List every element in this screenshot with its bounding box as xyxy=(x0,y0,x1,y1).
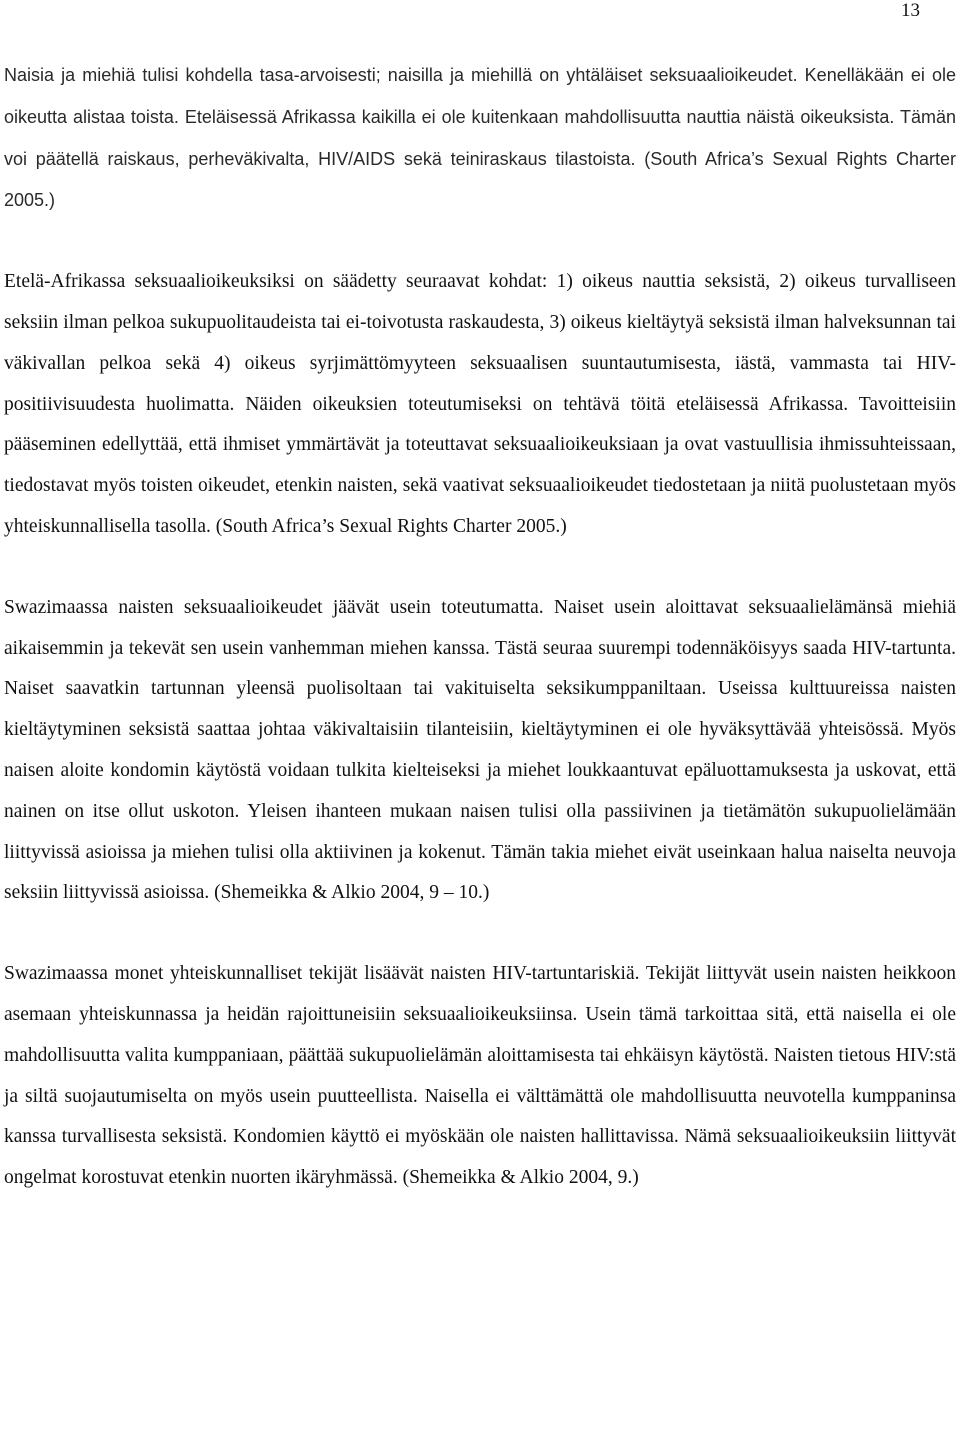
paragraph-1-citation: (South Africa’s Sexual Rights Charter 2005.) xyxy=(4,148,956,211)
paragraph-1 xyxy=(4,55,956,222)
page-number: 13 xyxy=(901,0,920,21)
paragraph-4: Swazimaassa monet yhteiskunnalliset tekijät lisäävät naisten HIV-tartuntariskiä. Tekijät liittyvät usein naisten heikkoon asemaan yhteiskunnassa ja heidän rajoittuneisiin seksuaalioikeuksiinsa. Usein tämä tarkoittaa sitä, että naisella ei ole mahdollisuutta valita kumppaniaan, päättää sukupuolielämän aloittamisesta tai ehkäisyn käytöstä. Naisten tietous HIV:stä ja siltä suojautumiselta on myös usein puutteellista. Naisella ei välttämättä ole mahdollisuutta neuvotella kumppaninsa kanssa turvallisesta seksistä. Kondomien käyttö ei myöskään ole naisten hallittavissa. Nämä seksuaalioikeuksiin liittyvät ongelmat korostuvat etenkin nuorten ikäryhmässä. (Shemeikka & Alkio 2004, 9.) xyxy=(4,963,956,1189)
paragraph-3: Swazimaassa naisten seksuaalioikeudet jäävät usein toteutumatta. Naiset usein aloittavat seksuaalielämänsä miehiä aikaisemmin ja tekevät sen usein vanhemman miehen kanssa. Tästä seuraa suurempi todennäköisyys saada HIV-tartunta. Naiset saavatkin tartunnan yleensä puolisoltaan tai vakituiselta seksikumppaniltaan. Useissa kulttuureissa naisten kieltäytyminen seksistä saattaa johtaa väkivaltaisiin tilanteisiin, kieltäytyminen ei ole hyväksyttävää yhteisössä. Myös naisen aloite kondomin käytöstä voidaan tulkita kielteiseksi ja miehet loukkaantuvat epäluottamuksesta ja uskovat, että nainen on itse ollut uskoton. Yleisen ihanteen mukaan naisen tulisi olla passiivinen ja tietämätön sukupuolielämään liittyvissä asioissa ja miehen tulisi olla aktiivinen ja kokenut. Tämän takia miehet eivät useinkaan halua naiselta neuvoja seksiin liittyvissä asioissa. (Shemeikka & Alkio 2004, 9 – 10.) xyxy=(4,596,956,904)
paragraph-1-text: Naisia ja miehiä tulisi kohdella tasa-arvoisesti; naisilla ja miehillä on yhtäläiset seksuaalioikeudet. Kenelläkään ei ole oikeutta alistaa toista. Eteläisessä Afrikassa kaikilla ei ole kuitenkaan mahdollisuutta nauttia näistä oikeuksista. Tämän voi päätellä raiskaus, perheväkivalta, HIV/AIDS sekä teiniraskaus tilastoista. xyxy=(4,65,956,169)
document-body xyxy=(4,55,956,1199)
paragraph-2: Etelä-Afrikassa seksuaalioikeuksiksi on säädetty seuraavat kohdat: 1) oikeus nauttia seksistä, 2) oikeus turvalliseen seksiin ilman pelkoa sukupuolitaudeista tai ei-toivotusta raskaudesta, 3) oikeus kieltäytyä seksistä ilman halveksunnan tai väkivallan pelkoa sekä 4) oikeus syrjimättömyyteen seksuaalisen suuntautumisesta, iästä, vammasta tai HIV-positiivisuudesta huolimatta. Näiden oikeuksien toteutumiseksi on tehtävä töitä eteläisessä Afrikassa. Tavoitteisiin pääseminen edellyttää, että ihmiset ymmärtävät ja toteuttavat seksuaalioikeuksiaan ja ovat vastuullisia ihmissuhteissaan, tiedostavat myös toisten oikeudet, etenkin naisten, sekä vaativat seksuaalioikeudet tiedostetaan ja niitä puolustetaan myös yhteiskunnallisella tasolla. (South Africa’s Sexual Rights Charter 2005.) xyxy=(4,271,956,537)
